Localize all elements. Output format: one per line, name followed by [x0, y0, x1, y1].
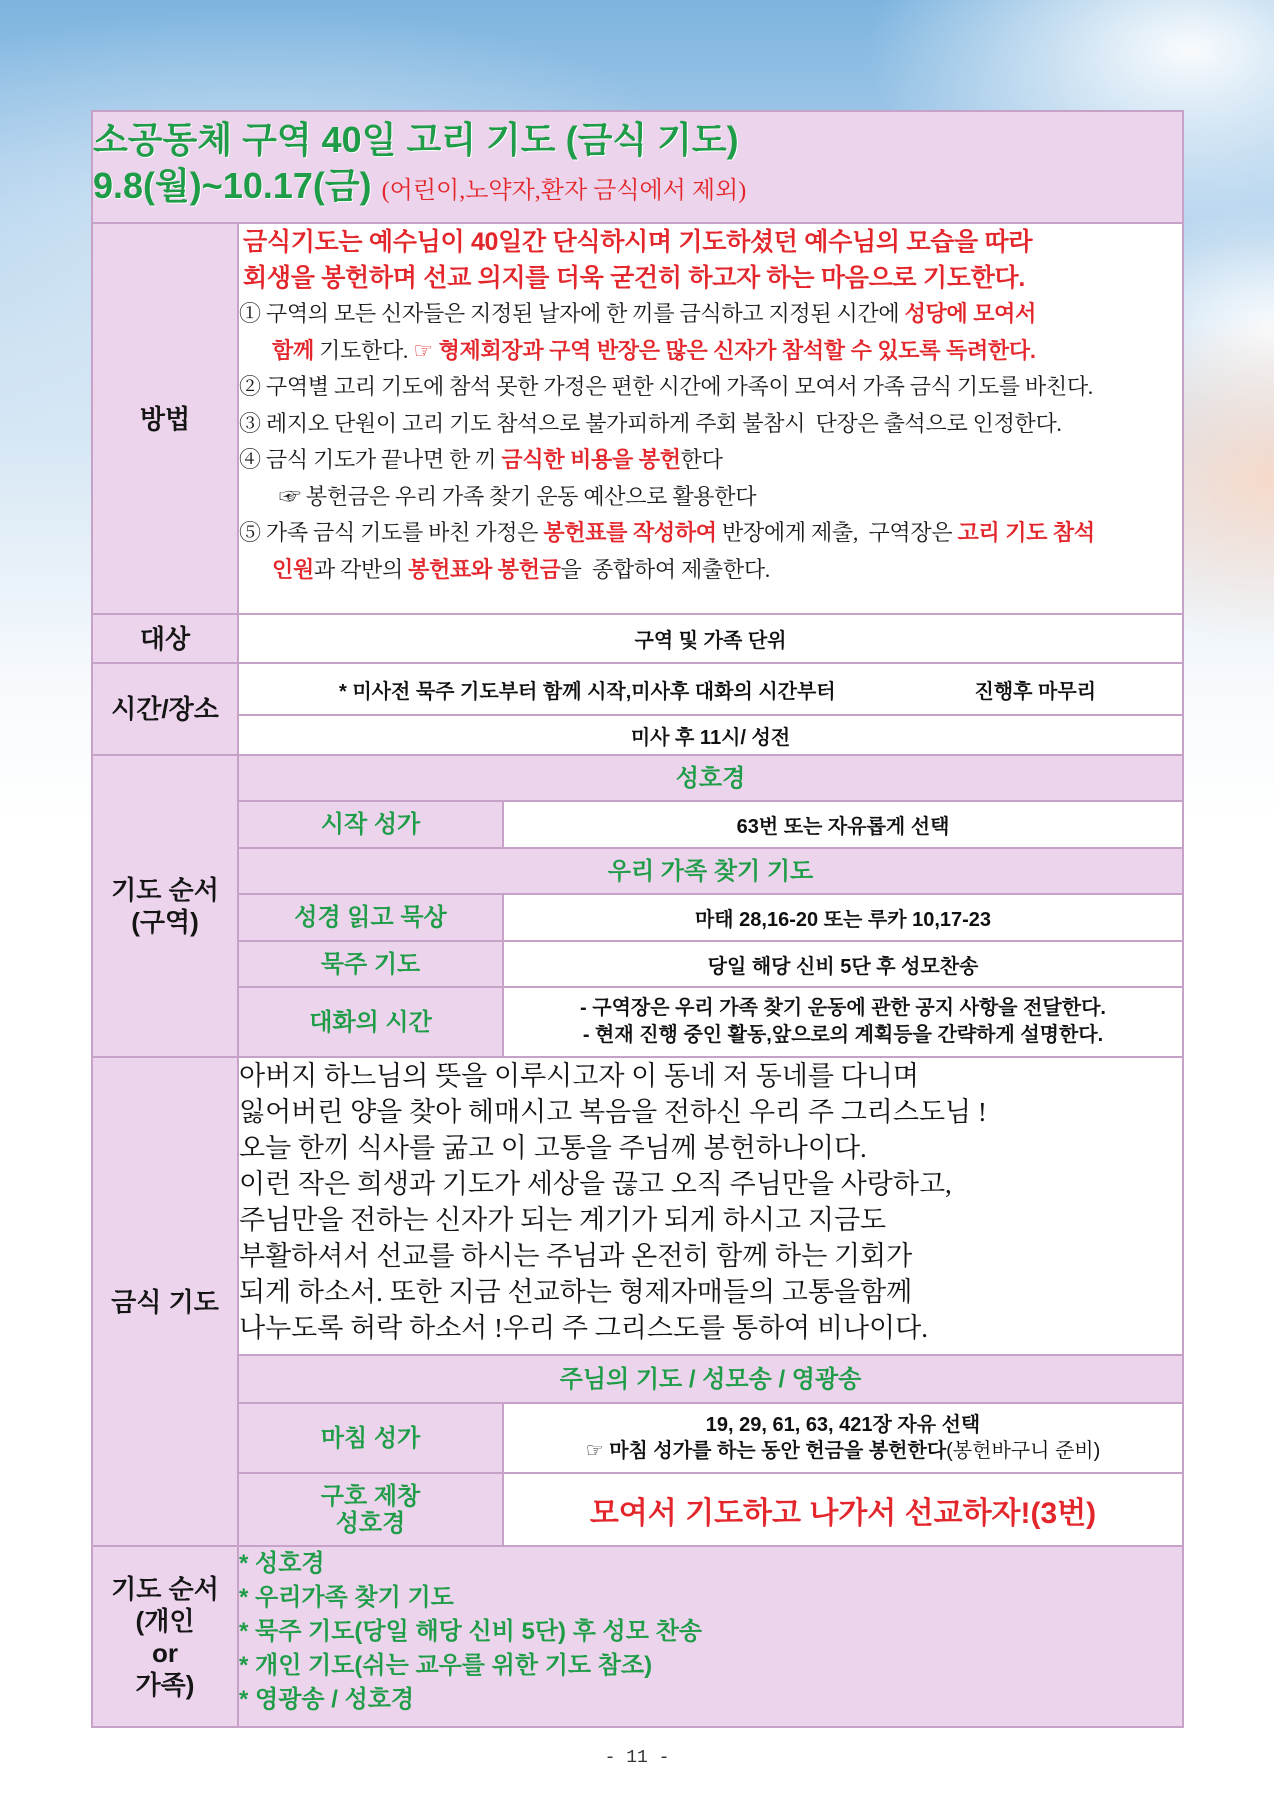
- exemption-note: (어린이,노약자,환자 금식에서 제외): [381, 178, 747, 204]
- method-item-5-continued: [239, 552, 1182, 589]
- slogan-label-line: 성호경: [335, 1509, 406, 1537]
- closing-hymn-line: [504, 1438, 1182, 1464]
- slogan-label-line: 구호 제창: [320, 1482, 421, 1510]
- personal-order-label-line: (개인: [135, 1605, 195, 1636]
- opening-hymn-value: 63번 또는 자유롭게 선택: [503, 801, 1183, 848]
- slogan-label: [238, 1473, 503, 1546]
- method-item-highlight: 함께: [272, 337, 314, 363]
- prayer-line: 주님만을 전하는 신자가 되는 계기가 되게 하시고 지금도: [239, 1205, 887, 1235]
- method-item-highlight: 고리 기도 참석: [957, 520, 1095, 545]
- personal-order-label-line: or: [152, 1637, 178, 1668]
- scripture-label: 성경 읽고 묵상: [238, 894, 503, 941]
- dialogue-label: 대화의 시간: [238, 987, 503, 1057]
- method-item-4-note: [239, 479, 1182, 516]
- closing-hymn-numbers: 19, 29, 61, 63, 421장 자유 선택: [705, 1414, 981, 1436]
- method-item-text: ② 구역별 고리 기도에 참석 못한 가정은 편한 시간에 가족이 모여서 가족 금식 기도를 바친다.: [239, 374, 1093, 399]
- schedule-start: * 미사전 묵주 기도부터 함께 시작,미사후 대화의 시간부터: [339, 680, 836, 703]
- method-item-1: [239, 296, 1182, 333]
- method-item-highlight: 인원: [272, 556, 314, 582]
- family-prayer-step: 우리 가족 찾기 기도: [238, 848, 1183, 894]
- closing-hymn-label: 마침 성가: [238, 1403, 503, 1473]
- scripture-value: 마태 28,16-20 또는 루카 10,17-23: [503, 894, 1183, 941]
- group-order-label-line: 기도 순서: [111, 875, 219, 905]
- fasting-prayer-label: 금식 기도: [92, 1057, 238, 1546]
- method-intro-line: 금식기도는 예수님이 40일간 단식하시며 기도하셨던 예수님의 모습을 따라: [243, 228, 1033, 256]
- slogan-value: 모여서 기도하고 나가서 선교하자!(3번): [503, 1473, 1183, 1546]
- method-item-highlight: 금식한 비용을 봉헌: [501, 447, 681, 472]
- method-item-highlight: 봉헌표와 봉헌금: [408, 556, 561, 582]
- list-item: * 묵주 기도(당일 해당 신비 5단) 후 성모 찬송: [239, 1618, 702, 1645]
- group-order-label: [92, 755, 238, 1057]
- method-item-5: [239, 515, 1182, 552]
- fasting-prayer-text: [238, 1057, 1183, 1355]
- rosary-value: 당일 해당 신비 5단 후 성모찬송: [503, 941, 1183, 987]
- list-item: * 개인 기도(쉬는 교우를 위한 기도 참조): [239, 1652, 653, 1679]
- method-content: [238, 223, 1183, 614]
- rosary-label: 묵주 기도: [238, 941, 503, 987]
- dialogue-line: - 구역장은 우리 가족 찾기 운동에 관한 공지 사항을 전달한다.: [580, 997, 1106, 1019]
- method-item-2: [239, 369, 1182, 406]
- schedule-cell: [238, 663, 1183, 715]
- method-item-text: 과 각반의: [313, 556, 409, 582]
- prayer-schedule-table: [91, 110, 1184, 1728]
- opening-hymn-label: 시작 성가: [238, 801, 503, 848]
- method-item-text: 기도한다.: [313, 337, 414, 363]
- prayer-line: 되게 하소서. 또한 지금 선교하는 형제자매들의 고통을함께: [239, 1277, 913, 1307]
- list-item: * 영광송 / 성호경: [239, 1686, 415, 1713]
- method-item-text: 을 종합하여 제출한다.: [560, 556, 770, 582]
- dialogue-line: - 현재 진행 중인 활동,앞으로의 계획등을 간략하게 설명한다.: [582, 1024, 1104, 1046]
- method-intro-line: 회생을 봉헌하며 선교 의지를 더욱 굳건히 하고자 하는 마음으로 기도한다.: [243, 264, 1025, 292]
- prayer-line: 오늘 한끼 식사를 굶고 이 고통을 주님께 봉헌하나이다.: [239, 1133, 867, 1163]
- list-item: * 우리가족 찾기 기도: [239, 1584, 454, 1611]
- method-item-text: 반장에게 제출, 구역장은: [716, 520, 958, 545]
- personal-order-label-line: 가족): [135, 1669, 195, 1700]
- method-item-3: [239, 406, 1182, 443]
- offering-note: (봉헌바구니 준비): [946, 1440, 1101, 1462]
- prayer-line: 부활하셔서 선교를 하시는 주님과 온전히 함께 하는 기회가: [239, 1241, 913, 1271]
- page-title: 소공동체 구역 40일 고리 기도 (금식 기도): [93, 119, 739, 160]
- page-number: - 11 -: [604, 1748, 670, 1768]
- offering-instruction: ☞ 마침 성가를 하는 동안 헌금을 봉헌한다: [585, 1440, 947, 1462]
- personal-order-label-line: 기도 순서: [111, 1573, 219, 1604]
- method-item-4: [239, 442, 1182, 479]
- target-value: 구역 및 가족 단위: [238, 614, 1183, 663]
- personal-order-label: [92, 1546, 238, 1727]
- group-order-label-line: (구역): [131, 907, 199, 937]
- method-item-text: ③ 레지오 단원이 고리 기도 참석으로 불가피하게 주회 불참시 단장은 출석으로 인정한다.: [239, 410, 1062, 436]
- method-item-highlight: 봉헌표를 작성하여: [543, 520, 717, 545]
- target-label: 대상: [92, 614, 238, 663]
- page-header: [92, 111, 1183, 223]
- method-item-highlight: ☞ 형제회장과 구역 반장은 많은 신자가 참석할 수 있도록 독려한다.: [413, 337, 1036, 363]
- schedule-end: 진행후 마무리: [974, 680, 1097, 703]
- date-line: [93, 163, 1182, 217]
- closing-hymn-line: [504, 1412, 1182, 1438]
- date-range: 9.8(월)~10.17(금): [93, 165, 372, 206]
- method-label: 방법: [92, 223, 238, 614]
- schedule-line: [239, 675, 1182, 704]
- method-item-text: ④ 금식 기도가 끝나면 한 끼: [239, 447, 502, 472]
- prayer-line: 잃어버린 양을 찾아 헤매시고 복음을 전하신 우리 주 그리스도님 !: [239, 1097, 987, 1127]
- method-item-text: ① 구역의 모든 신자들은 지정된 날자에 한 끼를 금식하고 지정된 시간에: [239, 301, 905, 326]
- sign-of-cross-step: 성호경: [238, 755, 1183, 801]
- method-item-text: ⑤ 가족 금식 기도를 바친 가정은: [239, 520, 544, 545]
- method-item-1-continued: [239, 333, 1182, 370]
- when-where: 미사 후 11시/ 성전: [238, 715, 1183, 755]
- list-item: * 성호경: [239, 1550, 325, 1577]
- prayer-line: 아버지 하느님의 뜻을 이루시고자 이 동네 저 동네를 다니며: [239, 1061, 919, 1091]
- prayer-line: 이런 작은 희생과 기도가 세상을 끊고 오직 주님만을 사랑하고,: [239, 1169, 952, 1199]
- method-item-text: 한다: [680, 447, 723, 472]
- method-item-highlight: 성당에 모여서: [904, 301, 1037, 326]
- method-item-text: ☞ 봉헌금은 우리 가족 찾기 운동 예산으로 활용한다: [279, 483, 757, 509]
- closing-prayers-step: 주님의 기도 / 성모송 / 영광송: [238, 1355, 1183, 1403]
- prayer-line: 나누도록 허락 하소서 !우리 주 그리스도를 통하여 비나이다.: [239, 1313, 928, 1343]
- closing-hymn-value: [503, 1403, 1183, 1473]
- personal-order-list: [238, 1546, 1183, 1727]
- dialogue-value: [503, 987, 1183, 1057]
- time-place-label: 시간/장소: [92, 663, 238, 755]
